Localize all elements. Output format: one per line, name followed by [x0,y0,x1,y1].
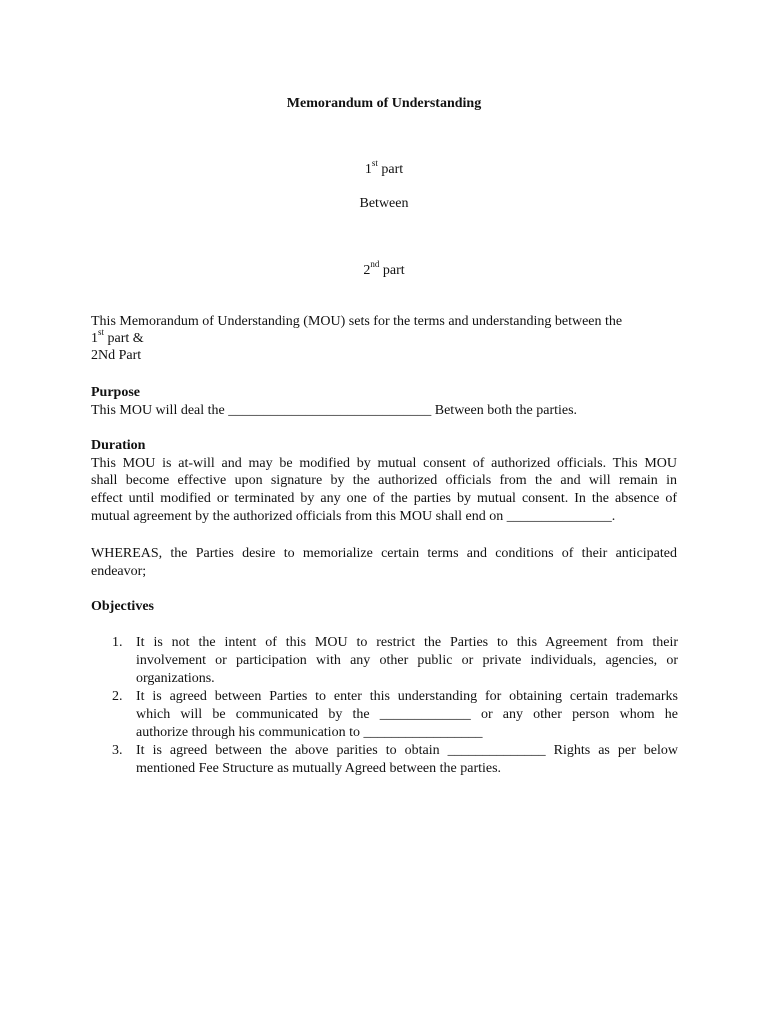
objectives-heading: Objectives [91,599,154,614]
duration-line: mutual agreement by the authorized officials from this MOU shall end on _______________. [91,509,616,524]
second-part-number: 2 [363,263,371,278]
objective-line: authorize through his communication to _________________ [136,725,483,740]
document-title: Memorandum of Understanding [286,96,482,111]
first-part-text: part [377,162,404,177]
objective-line: organizations. [136,671,215,686]
duration-line: This MOU is at-will and may be modified by mutual consent of authorized officials. This MOU [91,456,677,471]
objective-line: It is agreed between Parties to enter this understanding for obtaining certain trademarks [136,689,678,704]
first-part-label [0,158,768,178]
intro-superscript: st [98,327,105,338]
whereas-line: WHEREAS, the Parties desire to memorialize certain terms and conditions of their anticipated [91,546,677,561]
second-part-text: part [379,263,405,278]
first-part-number: 1 [364,162,372,177]
objective-line: It is agreed between the above parities to obtain ______________ Rights as per below [136,743,678,758]
objective-line: which will be communicated by the _____________ or any other person whom he [136,707,678,722]
intro-line-3: 2Nd Part [91,348,142,363]
purpose-text: This MOU will deal the _____________________________ Between both the parties. [91,403,578,418]
second-part-superscript: nd [370,259,380,270]
objective-number: 2. [112,689,123,704]
objective-line: involvement or participation with any other public or private individuals, agencies, or [136,653,678,668]
intro-part-text: part & [104,331,144,346]
objective-number: 1. [112,635,123,650]
intro-line-2 [91,327,144,347]
purpose-heading: Purpose [91,385,140,400]
second-part-label [0,259,768,279]
between-label: Between [359,196,409,211]
intro-number: 1 [91,331,98,346]
objective-line: It is not the intent of this MOU to restrict the Parties to this Agreement from their [136,635,678,650]
objective-number: 3. [112,743,123,758]
first-part-superscript: st [371,158,378,169]
duration-line: shall become effective upon signature by the authorized officials from the and will remain in [91,473,677,488]
intro-line-1: This Memorandum of Understanding (MOU) sets for the terms and understanding between the [91,314,623,329]
objective-line: mentioned Fee Structure as mutually Agreed between the parties. [136,761,502,776]
duration-line: effect until modified or terminated by any one of the parties by mutual consent. In the absence of [91,491,677,506]
duration-heading: Duration [91,438,146,453]
whereas-line: endeavor; [91,564,147,579]
